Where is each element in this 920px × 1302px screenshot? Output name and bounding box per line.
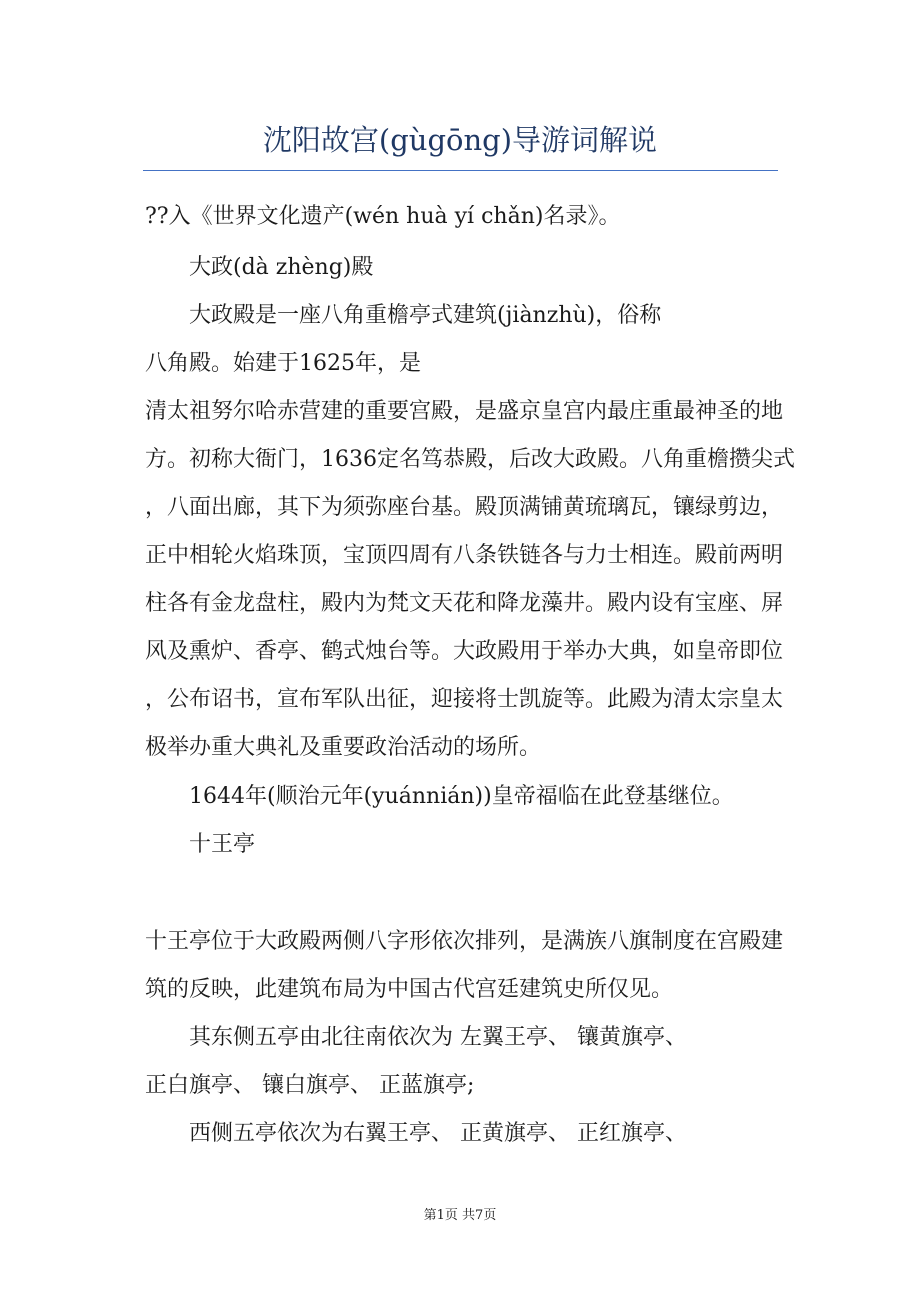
section-heading-dazhengdian: 大政(dà zhèng)殿: [189, 255, 374, 280]
text-line: ，公布诏书，宣布军队出征，迎接将士凯旋等。此殿为清太宗皇太: [145, 687, 784, 712]
text-line: 其东侧五亭由北往南依次为 左翼王亭、 镶黄旗亭、: [189, 1025, 687, 1050]
text-line: 正白旗亭、 镶白旗亭、 正蓝旗亭;: [145, 1073, 475, 1098]
text-line: 极举办重大典礼及重要政治活动的场所。: [145, 735, 542, 760]
text-line: 正中相轮火焰珠顶，宝顶四周有八条铁链各与力士相连。殿前两明: [145, 543, 784, 568]
title-underline: [143, 170, 778, 171]
text-line: 大政殿是一座八角重檐亭式建筑(jiànzhù)，俗称: [189, 303, 662, 328]
text-line: 清太祖努尔哈赤营建的重要宫殿，是盛京皇宫内最庄重最神圣的地: [145, 399, 784, 424]
page-number-footer: 第1页 共7页: [423, 1208, 497, 1223]
text-line: 八角殿。始建于1625年，是: [145, 351, 421, 376]
text-line: 1644年(顺治元年(yuánnián))皇帝福临在此登基继位。: [189, 784, 734, 809]
text-line: 十王亭位于大政殿两侧八字形依次排列，是满族八旗制度在宫殿建: [145, 929, 784, 954]
text-line: 方。初称大衙门，1636定名笃恭殿，后改大政殿。八角重檐攒尖式: [145, 447, 795, 472]
text-line: 西侧五亭依次为右翼王亭、 正黄旗亭、 正红旗亭、: [189, 1121, 687, 1146]
document-title: 沈阳故宫(gùgōng)导游词解说: [262, 123, 658, 157]
text-line: 风及熏炉、香亭、鹤式烛台等。大政殿用于举办大典，如皇帝即位: [145, 639, 784, 664]
section-heading-shiwangting: 十王亭: [189, 832, 256, 857]
text-line: ??入《世界文化遗产(wén huà yí chǎn)名录》。: [145, 204, 621, 229]
text-line: 筑的反映，此建筑布局为中国古代宫廷建筑史所仅见。: [145, 977, 674, 1002]
text-line: 柱各有金龙盘柱，殿内为梵文天花和降龙藻井。殿内设有宝座、屏: [145, 591, 784, 616]
text-line: ，八面出廊，其下为须弥座台基。殿顶满铺黄琉璃瓦，镶绿剪边，: [145, 495, 784, 520]
